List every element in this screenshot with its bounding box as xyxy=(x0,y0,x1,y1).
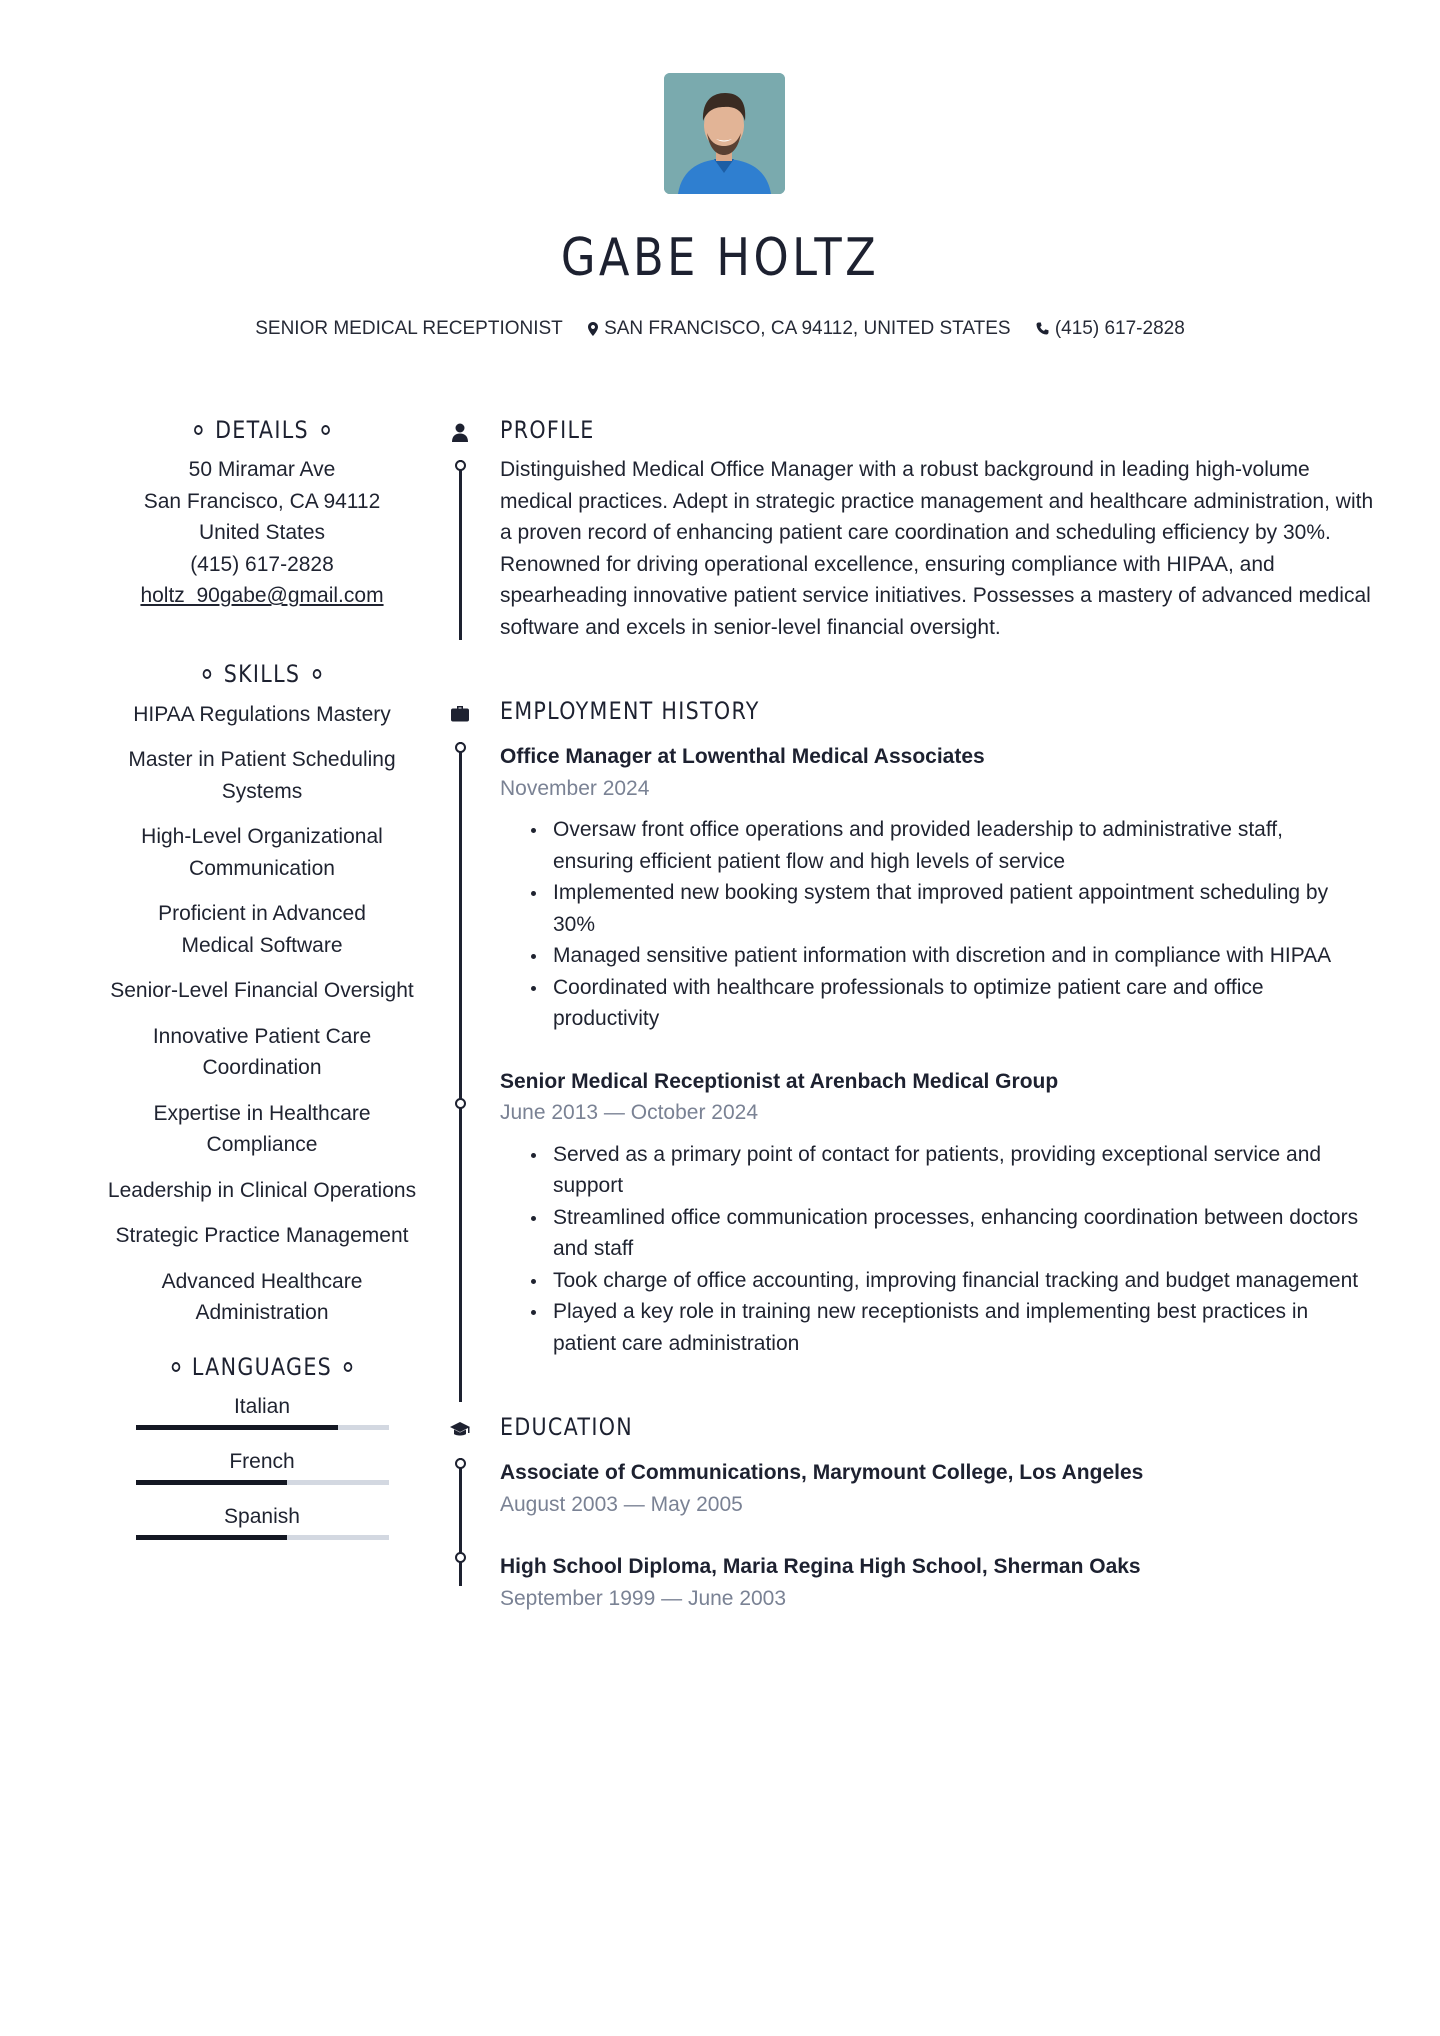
education-title: EDUCATION xyxy=(500,1413,633,1441)
person-avatar-icon xyxy=(664,73,785,194)
job-title: SENIOR MEDICAL RECEPTIONIST xyxy=(255,318,563,339)
details-title: DETAILS xyxy=(215,416,309,444)
left-column xyxy=(92,410,432,1558)
address-line-1: 50 Miramar Ave xyxy=(188,458,336,481)
briefcase-icon xyxy=(449,702,471,724)
language-level-bar xyxy=(136,1535,389,1540)
ring-decoration-icon xyxy=(171,1362,180,1372)
language-level-bar xyxy=(136,1480,389,1485)
ring-decoration-icon xyxy=(312,669,321,679)
languages-heading xyxy=(116,1347,408,1387)
employment-section xyxy=(440,691,1360,1359)
job-bullets xyxy=(500,814,1360,1035)
ring-decoration-icon xyxy=(203,669,212,679)
skill-item: Advanced Healthcare Administration xyxy=(161,1269,363,1324)
address-country: United States xyxy=(198,521,326,544)
education-section xyxy=(440,1407,1360,1614)
address-line-2: San Francisco, CA 94112 xyxy=(143,489,381,513)
phone-text: (415) 617-2828 xyxy=(1054,318,1185,339)
skills-title: SKILLS xyxy=(223,659,301,688)
timeline-dot xyxy=(455,1098,466,1109)
map-pin-icon xyxy=(588,322,598,336)
skills-list xyxy=(92,699,432,1329)
language-level-bar xyxy=(136,1425,389,1430)
timeline-dot xyxy=(455,460,466,471)
bullet-item: Served as a primary point of contact for patients, providing exceptional service and support xyxy=(500,1139,1360,1202)
phone xyxy=(1036,318,1185,340)
skill-item: Expertise in Healthcare Compliance xyxy=(153,1101,371,1156)
profile-title: PROFILE xyxy=(500,416,595,444)
bullet-item: Streamlined office communication processes, enhancing coordination between doctors and staff xyxy=(500,1202,1360,1265)
education-dates: August 2003 — May 2005 xyxy=(500,1492,743,1516)
graduation-cap-icon xyxy=(449,1418,471,1440)
right-column xyxy=(440,410,1374,1614)
skill-item: HIPAA Regulations Mastery xyxy=(133,702,391,726)
timeline-dot xyxy=(455,742,466,753)
details-heading xyxy=(116,410,408,450)
job-dates: November 2024 xyxy=(500,776,650,800)
bullet-item: Oversaw front office operations and provided leadership to administrative staff, ensuring efficient patient flow and high levels of service xyxy=(500,814,1360,877)
phone-icon xyxy=(1036,322,1049,335)
email-link[interactable]: holtz_90gabe@gmail.com xyxy=(140,584,384,607)
job-title: Senior Medical Receptionist at Arenbach Medical Group xyxy=(500,1069,1059,1093)
profile-text: Distinguished Medical Office Manager with a robust background in leading high-volume medical practices. Adept in strategic practice management and healthcare administration, with a proven record of enhancing patient care coordination and scheduling efficiency by 30%. Renowned for driving operational excellence, ensuring compliance with HIPAA, and spearheading innovative patient service initiatives. Possesses a mastery of advanced medical software and excels in senior-level financial oversight. xyxy=(500,458,1374,639)
language-level-fill xyxy=(136,1425,338,1430)
skill-item: Innovative Patient Care Coordination xyxy=(152,1024,372,1079)
timeline-dot xyxy=(455,1458,466,1469)
bullet-item: Coordinated with healthcare professionals to optimize patient care and office productivity xyxy=(500,972,1360,1035)
employment-title: EMPLOYMENT HISTORY xyxy=(500,697,760,725)
ring-decoration-icon xyxy=(344,1362,353,1372)
timeline-dot xyxy=(455,1552,466,1563)
education-entry xyxy=(500,1457,1360,1520)
person-icon xyxy=(449,421,471,443)
education-degree: High School Diploma, Maria Regina High School, Sherman Oaks xyxy=(500,1555,1141,1578)
languages-list xyxy=(92,1393,432,1540)
skill-item: Master in Patient Scheduling Systems xyxy=(128,748,396,803)
job-bullets xyxy=(500,1139,1360,1360)
location xyxy=(588,318,1011,340)
timeline-line xyxy=(459,1458,462,1586)
skills-heading xyxy=(116,654,408,694)
profile-photo xyxy=(664,73,785,194)
job-dates: June 2013 — October 2024 xyxy=(500,1101,759,1124)
language-level-fill xyxy=(136,1535,288,1540)
details-section xyxy=(92,454,432,612)
education-degree: Associate of Communications, Marymount College, Los Angeles xyxy=(500,1461,1144,1484)
details-phone: (415) 617-2828 xyxy=(190,552,334,576)
job-title: Office Manager at Lowenthal Medical Associates xyxy=(500,745,985,768)
education-entry xyxy=(500,1551,1360,1614)
header-info-line xyxy=(0,318,1440,340)
job-entry xyxy=(500,741,1360,1035)
timeline-line xyxy=(459,460,462,640)
skill-item: Proficient in Advanced Medical Software xyxy=(158,902,366,957)
education-dates: September 1999 — June 2003 xyxy=(500,1586,787,1610)
ring-decoration-icon xyxy=(321,425,330,435)
skill-item: Senior-Level Financial Oversight xyxy=(110,979,414,1002)
language-name: French xyxy=(229,1449,295,1473)
candidate-name: GABE HOLTZ xyxy=(560,228,880,288)
language-level-fill xyxy=(136,1480,288,1485)
bullet-item: Played a key role in training new receptionists and implementing best practices in patient care administration xyxy=(500,1296,1360,1359)
job-entry xyxy=(500,1066,1360,1360)
skill-item: Leadership in Clinical Operations xyxy=(107,1178,417,1202)
languages-title: LANGUAGES xyxy=(191,1352,333,1381)
bullet-item: Managed sensitive patient information with discretion and in compliance with HIPAA xyxy=(500,940,1360,972)
timeline-line xyxy=(459,742,462,1402)
language-name: Italian xyxy=(233,1394,291,1418)
bullet-item: Implemented new booking system that improved patient appointment scheduling by 30% xyxy=(500,877,1360,940)
language-name: Spanish xyxy=(224,1504,300,1528)
ring-decoration-icon xyxy=(194,425,203,435)
location-text: SAN FRANCISCO, CA 94112, UNITED STATES xyxy=(604,318,1011,339)
skill-item: High-Level Organizational Communication xyxy=(141,825,383,880)
profile-section xyxy=(440,410,1374,643)
skill-item: Strategic Practice Management xyxy=(115,1224,409,1247)
bullet-item: Took charge of office accounting, improving financial tracking and budget management xyxy=(500,1265,1360,1297)
